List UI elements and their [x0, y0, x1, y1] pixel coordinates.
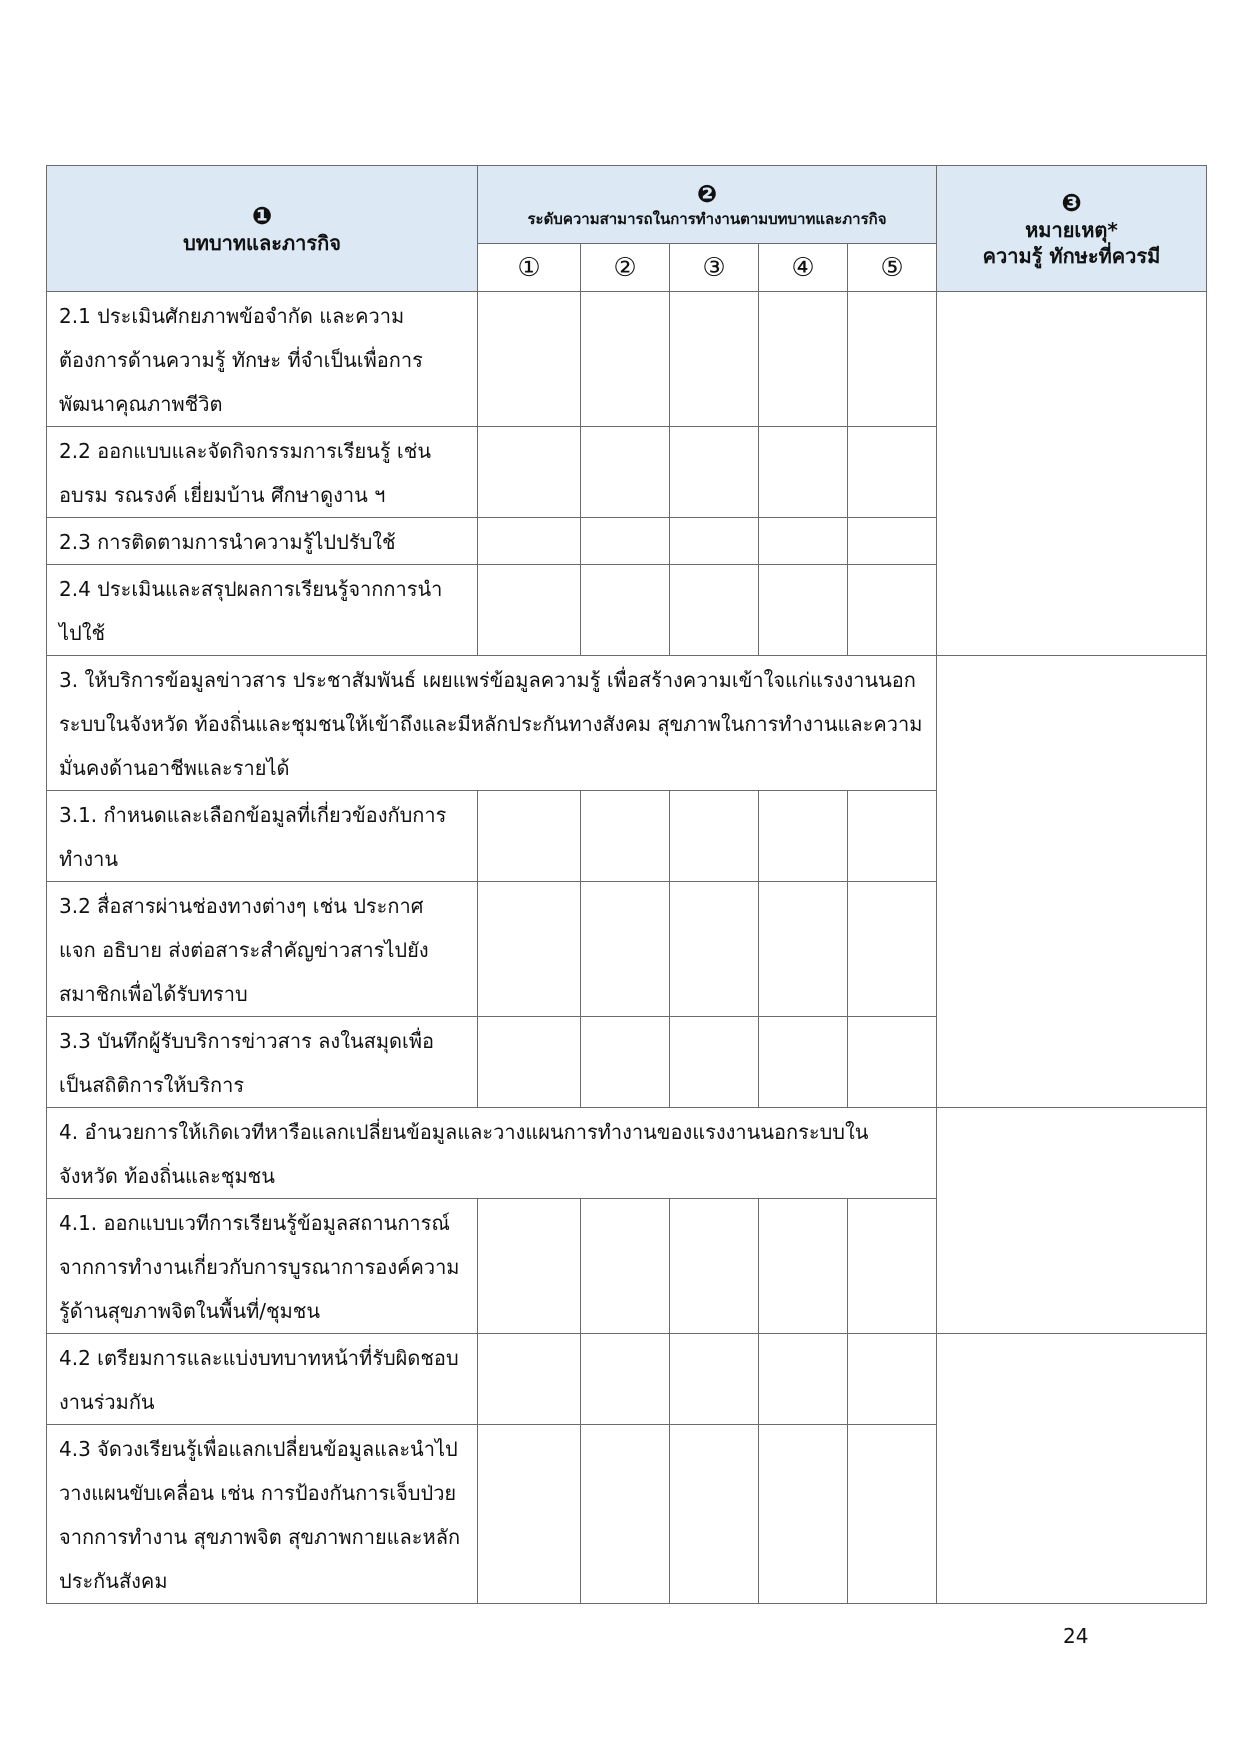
rating-cell[interactable]	[581, 518, 670, 565]
rating-cell[interactable]	[848, 427, 937, 518]
rating-cell[interactable]	[581, 791, 670, 882]
rating-cell[interactable]	[478, 791, 581, 882]
rating-cell[interactable]	[581, 882, 670, 1017]
rating-cell[interactable]	[759, 1017, 848, 1108]
rating-cell[interactable]	[670, 791, 759, 882]
level-5-header: ⑤	[848, 244, 937, 292]
note-cell[interactable]	[937, 1108, 1207, 1334]
rating-cell[interactable]	[848, 1017, 937, 1108]
rating-cell[interactable]	[848, 565, 937, 656]
rating-cell[interactable]	[478, 882, 581, 1017]
rating-cell[interactable]	[670, 1425, 759, 1604]
rating-cell[interactable]	[759, 1334, 848, 1425]
rating-cell[interactable]	[759, 791, 848, 882]
rating-cell[interactable]	[478, 1334, 581, 1425]
task-4-3: 4.3 จัดวงเรียนรู้เพื่อแลกเปลี่ยนข้อมูลและนำไปวางแผนขับเคลื่อน เช่น การป้องกันการเจ็บป่วยจากการทำงาน สุขภาพจิต สุขภาพกายและหลักประกันสังคม	[47, 1425, 478, 1604]
rating-cell[interactable]	[478, 1199, 581, 1334]
rating-cell[interactable]	[670, 292, 759, 427]
task-2-3: 2.3 การติดตามการนำความรู้ไปปรับใช้	[47, 518, 478, 565]
rating-cell[interactable]	[759, 1199, 848, 1334]
section-3: 3. ให้บริการข้อมูลข่าวสาร ประชาสัมพันธ์ เผยแพร่ข้อมูลความรู้ เพื่อสร้างความเข้าใจแก่แรงงานนอกระบบในจังหวัด ท้องถิ่นและชุมชนให้เข้าถึงและมีหลักประกันทางสังคม สุขภาพในการทำงานและความมั่นคงด้านอาชีพและรายได้	[47, 656, 937, 791]
rating-cell[interactable]	[759, 1425, 848, 1604]
rating-cell[interactable]	[759, 292, 848, 427]
rating-cell[interactable]	[581, 565, 670, 656]
header-role-mark: ❶	[251, 201, 273, 230]
level-1-header: ①	[478, 244, 581, 292]
rating-cell[interactable]	[759, 518, 848, 565]
note-cell[interactable]	[937, 1334, 1207, 1604]
rating-cell[interactable]	[670, 1017, 759, 1108]
rating-cell[interactable]	[478, 1425, 581, 1604]
rating-cell[interactable]	[848, 1199, 937, 1334]
rating-cell[interactable]	[670, 1334, 759, 1425]
task-4-2: 4.2 เตรียมการและแบ่งบทบาทหน้าที่รับผิดชอบงานร่วมกัน	[47, 1334, 478, 1425]
level-4-header: ④	[759, 244, 848, 292]
task-4-1: 4.1. ออกแบบเวทีการเรียนรู้ข้อมูลสถานการณ์จากการทำงานเกี่ยวกับการบูรณาการองค์ความรู้ด้านสุขภาพจิตในพื้นที่/ชุมชน	[47, 1199, 478, 1334]
rating-cell[interactable]	[670, 882, 759, 1017]
rating-cell[interactable]	[478, 565, 581, 656]
rating-cell[interactable]	[478, 292, 581, 427]
rating-cell[interactable]	[478, 1017, 581, 1108]
rating-cell[interactable]	[670, 1199, 759, 1334]
header-note-mark: ❸	[1061, 188, 1082, 217]
header-note-title: หมายเหตุ*	[1025, 217, 1118, 242]
task-2-1: 2.1 ประเมินศักยภาพข้อจำกัด และความต้องการด้านความรู้ ทักษะ ที่จำเป็นเพื่อการพัฒนาคุณภาพชีวิต	[47, 292, 478, 427]
note-cell[interactable]	[937, 292, 1207, 656]
rating-cell[interactable]	[670, 427, 759, 518]
note-cell[interactable]	[937, 656, 1207, 1108]
rating-cell[interactable]	[581, 1017, 670, 1108]
header-role-title: บทบาทและภารกิจ	[183, 230, 341, 255]
header-level	[478, 166, 937, 244]
page-number: 24	[1063, 1624, 1089, 1648]
competency-table	[46, 165, 1207, 1604]
rating-cell[interactable]	[581, 292, 670, 427]
level-3-header: ③	[670, 244, 759, 292]
task-3-3: 3.3 บันทึกผู้รับบริการข่าวสาร ลงในสมุดเพื่อเป็นสถิติการให้บริการ	[47, 1017, 478, 1108]
task-2-4: 2.4 ประเมินและสรุปผลการเรียนรู้จากการนำไปใช้	[47, 565, 478, 656]
rating-cell[interactable]	[581, 1334, 670, 1425]
rating-cell[interactable]	[848, 1425, 937, 1604]
rating-cell[interactable]	[670, 518, 759, 565]
level-2-header: ②	[581, 244, 670, 292]
rating-cell[interactable]	[759, 882, 848, 1017]
rating-cell[interactable]	[478, 518, 581, 565]
header-level-title: ระดับความสามารถในการทำงานตามบทบาทและภารกิจ	[527, 209, 887, 228]
rating-cell[interactable]	[848, 292, 937, 427]
task-3-1: 3.1. กำหนดและเลือกข้อมูลที่เกี่ยวข้องกับการทำงาน	[47, 791, 478, 882]
rating-cell[interactable]	[848, 882, 937, 1017]
rating-cell[interactable]	[581, 1425, 670, 1604]
rating-cell[interactable]	[581, 1199, 670, 1334]
header-role	[47, 166, 478, 292]
section-4: 4. อำนวยการให้เกิดเวทีหารือแลกเปลี่ยนข้อมูลและวางแผนการทำงานของแรงงานนอกระบบในจังหวัด ท้องถิ่นและชุมชน	[47, 1108, 937, 1199]
rating-cell[interactable]	[670, 565, 759, 656]
rating-cell[interactable]	[759, 427, 848, 518]
rating-cell[interactable]	[581, 427, 670, 518]
header-note-subtitle: ความรู้ ทักษะที่ควรมี	[982, 243, 1161, 268]
header-note	[937, 166, 1207, 292]
rating-cell[interactable]	[848, 518, 937, 565]
task-2-2: 2.2 ออกแบบและจัดกิจกรรมการเรียนรู้ เช่น อบรม รณรงค์ เยี่ยมบ้าน ศึกษาดูงาน ฯ	[47, 427, 478, 518]
header-level-mark: ❷	[696, 179, 718, 208]
rating-cell[interactable]	[848, 1334, 937, 1425]
task-3-2: 3.2 สื่อสารผ่านช่องทางต่างๆ เช่น ประกาศ แจก อธิบาย ส่งต่อสาระสำคัญข่าวสารไปยังสมาชิกเพื่อได้รับทราบ	[47, 882, 478, 1017]
rating-cell[interactable]	[848, 791, 937, 882]
rating-cell[interactable]	[478, 427, 581, 518]
rating-cell[interactable]	[759, 565, 848, 656]
